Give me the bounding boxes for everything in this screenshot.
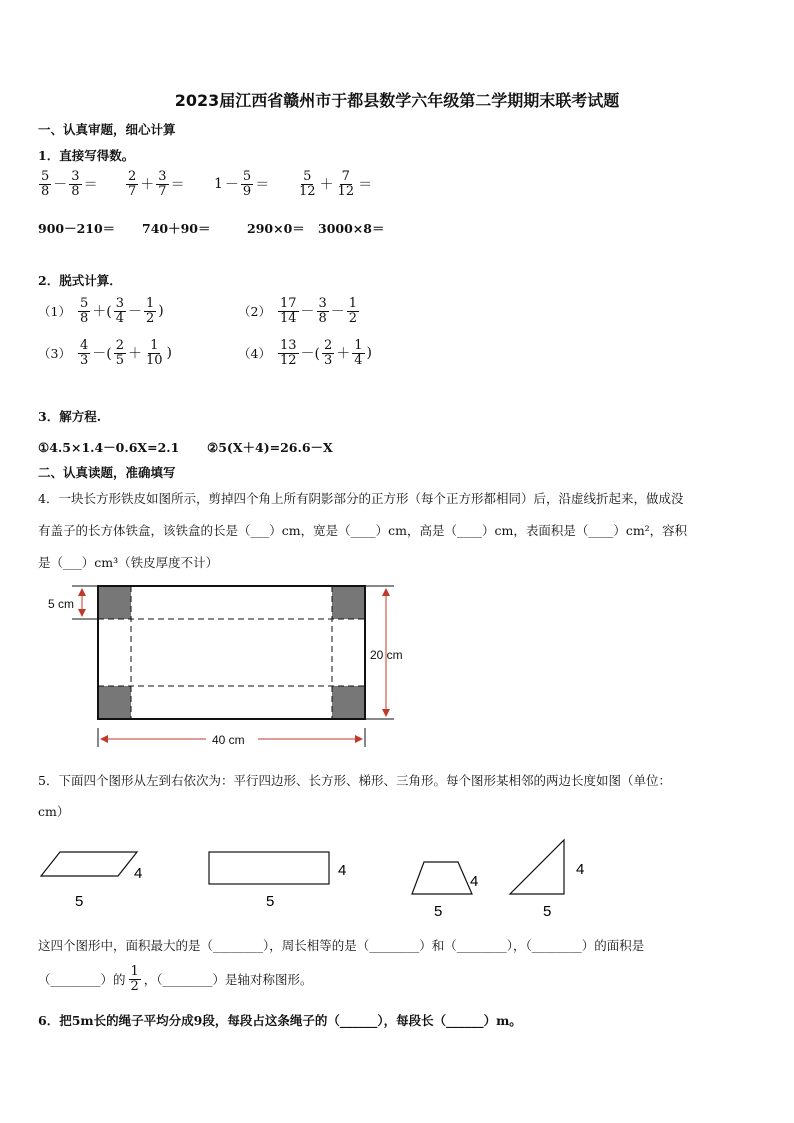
q1-expr-4: $\frac{5}{12}$ ＋ $\frac{7}{12}$ ＝ (299, 169, 373, 199)
q5-shapes-figure (30, 832, 630, 924)
num: 5 (242, 169, 252, 184)
q4-line-1: 4．一块长方形铁皮如图所示，剪掉四个角上所有阴影部分的正方形（每个正方形都相同）后，沿虚线折起来，做成没 (38, 491, 684, 506)
den: 8 (71, 183, 80, 199)
den: 8 (41, 183, 50, 199)
triangle-side-label: 4 (576, 861, 585, 878)
triangle-shape (510, 840, 564, 894)
den: 7 (128, 183, 137, 199)
den: 4 (354, 352, 363, 368)
corner-square (332, 686, 365, 719)
sheet-outline (98, 586, 365, 719)
num: 2 (115, 338, 124, 353)
den: 12 (299, 183, 316, 199)
den: 7 (158, 183, 167, 199)
rectangle-base-label: 5 (266, 893, 275, 910)
q1-calc-3: 290×0＝ (247, 221, 305, 236)
equation-text: 4.5×1.4－0.6X=2.1 (49, 440, 180, 455)
label: （1） (38, 304, 71, 320)
q1-heading: 1．直接写得数。 (38, 148, 135, 163)
num: 3 (71, 169, 80, 184)
q2-problem-2: （2） $\frac{17}{14}$ － $\frac{3}{8}$ － $\frac{1}{2}$ (238, 296, 358, 326)
den: 12 (337, 183, 355, 199)
num: 2 (128, 169, 137, 184)
den: 8 (79, 310, 89, 326)
den: 14 (279, 310, 297, 326)
q2-heading: 2．脱式计算． (38, 273, 122, 288)
num: 5 (79, 296, 89, 311)
num: 4 (79, 338, 89, 353)
corner-square (98, 586, 131, 619)
den: 2 (145, 310, 155, 326)
q6-text: 6．把5m长的绳子平均分成9段，每段占这条绳子的（______），每段长（______）m。 (38, 1013, 522, 1028)
den: 3 (79, 352, 89, 368)
q1-calc-2: 740＋90＝ (142, 221, 211, 236)
num: 7 (341, 169, 350, 184)
q1-expr-3: 1 － $\frac{5}{9}$ ＝ (214, 169, 270, 199)
trapezoid-side-label: 4 (470, 873, 479, 890)
section1-heading: 一、认真审题，细心计算 (38, 122, 176, 137)
num: 1 (130, 963, 139, 979)
q4-line-2: 有盖子的长方体铁盒，该铁盒的长是（___）cm，宽是（____）cm，高是（____）cm，表面积是（____）cm²，容积 (38, 523, 688, 538)
rectangle-shape (209, 852, 329, 884)
q3-equation-1 (38, 438, 179, 456)
num: 1 (348, 296, 358, 311)
den: 12 (279, 352, 297, 368)
page-title: 2023届江西省赣州市于都县数学六年级第二学期期末联考试题 (174, 91, 620, 110)
num: 3 (115, 296, 124, 311)
q5-line-4 (38, 962, 313, 996)
den: 2 (130, 978, 139, 994)
q5-line-2: cm） (38, 804, 70, 819)
den: 3 (323, 352, 333, 368)
q5-line-1: 5．下面四个图形从左到右依次为：平行四边形、长方形、梯形、三角形。每个图形某相邻的两边长度如图（单位： (38, 773, 671, 788)
den: 9 (242, 183, 252, 199)
den: 2 (348, 310, 358, 326)
q4-line-3: 是（___）cm³（铁皮厚度不计） (38, 555, 219, 570)
q2-problem-4: （4） $\frac{13}{12}$ －( $\frac{2}{3}$ ＋ $\frac{1}{4}$ ) (238, 338, 372, 368)
side-label: 5 cm (48, 597, 75, 611)
triangle-base-label: 5 (543, 903, 552, 920)
trapezoid-base-label: 5 (434, 903, 443, 920)
num: 1 (354, 338, 363, 353)
num: 13 (279, 338, 297, 353)
corner-square (332, 586, 365, 619)
label: （2） (238, 304, 271, 320)
num: 2 (323, 338, 333, 353)
parallelogram-side-label: 4 (134, 865, 143, 882)
corner-square (98, 686, 131, 719)
den: 4 (115, 310, 124, 326)
whole: 1 (214, 176, 223, 193)
parallelogram-shape (41, 852, 137, 876)
q2-problem-1: （1） $\frac{5}{8}$ ＋( $\frac{3}{4}$ － $\frac{1}{2}$ ) (38, 296, 164, 326)
label: （3） (38, 346, 71, 362)
q1-calc-4: 3000×8＝ (318, 221, 385, 236)
q3-equation-2 (207, 438, 333, 456)
q1-calc-1: 900－210＝ (38, 221, 116, 236)
marker: ② (207, 440, 219, 455)
num: 5 (41, 169, 50, 184)
num: 17 (279, 296, 297, 311)
equation-text: 5(X＋4)=26.6－X (218, 440, 333, 455)
q5-line-4-end: ，（________）是轴对称图形。 (143, 972, 313, 987)
num: 3 (158, 169, 167, 184)
section2-heading: 二、认真读题，准确填写 (38, 465, 176, 480)
num: 1 (145, 296, 155, 311)
num: 1 (150, 338, 159, 353)
num: 3 (318, 296, 327, 311)
marker: ① (38, 440, 50, 455)
trapezoid-shape (412, 862, 472, 894)
q1-expr-1: $\frac{5}{8}$ － $\frac{3}{8}$ ＝ (41, 169, 98, 199)
label: （4） (238, 346, 271, 362)
num: 5 (303, 169, 312, 184)
height-label: 20 cm (370, 648, 403, 662)
den: 5 (115, 352, 124, 368)
parallelogram-base-label: 5 (75, 893, 84, 910)
den: 8 (318, 310, 327, 326)
q3-heading: 3．解方程. (38, 409, 102, 424)
q1-expr-2: $\frac{2}{7}$ ＋ $\frac{3}{7}$ ＝ (128, 169, 185, 199)
q5-line-3: 这四个图形中，面积最大的是（________），周长相等的是（________）和（________），（________）的面积是 (38, 938, 645, 953)
q4-sheet-figure (40, 578, 420, 754)
den: 10 (145, 352, 163, 368)
rectangle-side-label: 4 (338, 862, 347, 879)
width-label: 40 cm (212, 733, 245, 747)
q2-problem-3: （3） $\frac{4}{3}$ －( $\frac{2}{5}$ ＋ $\frac{1}{10}$ ) (38, 338, 172, 368)
q5-line-4-start: （________）的 (38, 972, 126, 987)
